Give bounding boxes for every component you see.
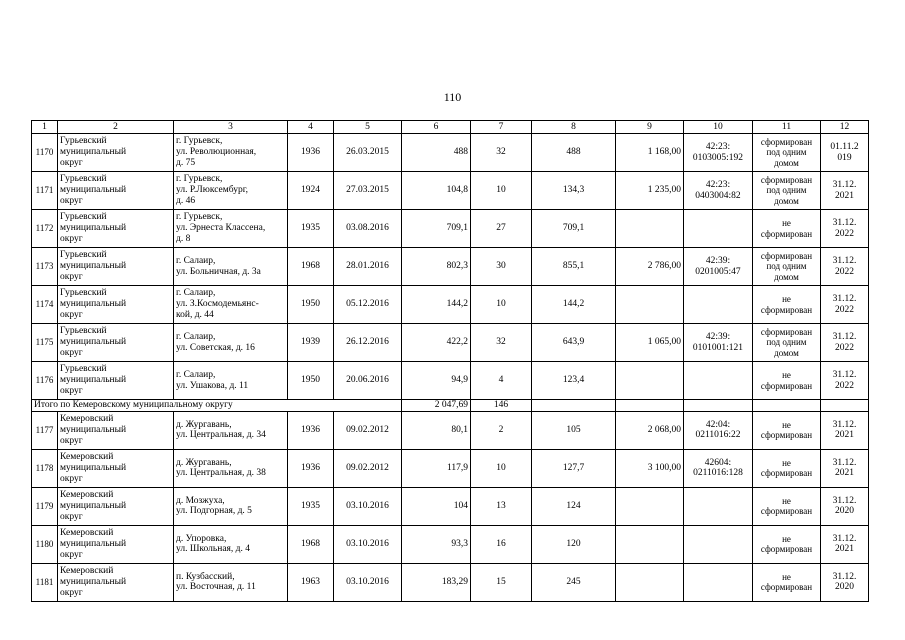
year-cell: 1968 xyxy=(288,248,334,286)
total-empty-cell xyxy=(684,400,753,412)
year-cell: 1936 xyxy=(288,134,334,172)
cadastre-cell: 42:23: 0103005:192 xyxy=(684,134,753,172)
total-area-cell: 643,9 xyxy=(532,324,616,362)
column-number-5: 5 xyxy=(334,121,402,134)
cost-cell xyxy=(616,362,684,400)
status-cell: сформирован под одним домом xyxy=(753,248,821,286)
total-row xyxy=(32,400,869,412)
total-empty-cell xyxy=(616,400,684,412)
year-cell: 1935 xyxy=(288,487,334,525)
status-cell: не сформирован xyxy=(753,563,821,601)
total-area-cell: 124 xyxy=(532,487,616,525)
deadline-cell: 31.12. 2022 xyxy=(821,362,869,400)
deadline-cell: 31.12. 2021 xyxy=(821,411,869,449)
column-number-2: 2 xyxy=(58,121,174,134)
total-area: 2 047,69 xyxy=(402,400,471,412)
total-area-cell: 120 xyxy=(532,525,616,563)
page-number: 110 xyxy=(443,90,462,104)
deadline-cell: 31.12. 2021 xyxy=(821,449,869,487)
residents-cell: 2 xyxy=(471,411,532,449)
status-cell: не сформирован xyxy=(753,525,821,563)
address-cell: г. Гурьевск, ул. Р.Люксембург, д. 46 xyxy=(174,172,288,210)
residents-cell: 10 xyxy=(471,449,532,487)
total-area-cell: 709,1 xyxy=(532,210,616,248)
table-row xyxy=(32,563,869,601)
status-cell: сформирован под одним домом xyxy=(753,172,821,210)
date-cell: 03.10.2016 xyxy=(334,525,402,563)
cost-cell xyxy=(616,210,684,248)
date-cell: 27.03.2015 xyxy=(334,172,402,210)
cost-cell: 1 235,00 xyxy=(616,172,684,210)
date-cell: 28.01.2016 xyxy=(334,248,402,286)
address-cell: п. Кузбасский, ул. Восточная, д. 11 xyxy=(174,563,288,601)
row-number: 1180 xyxy=(32,525,58,563)
table-row xyxy=(32,172,869,210)
area-cell: 488 xyxy=(402,134,471,172)
area-cell: 422,2 xyxy=(402,324,471,362)
residents-cell: 10 xyxy=(471,172,532,210)
area-cell: 93,3 xyxy=(402,525,471,563)
cadastre-cell xyxy=(684,525,753,563)
status-cell: не сформирован xyxy=(753,210,821,248)
column-number-8: 8 xyxy=(532,121,616,134)
total-empty-cell xyxy=(532,400,616,412)
cadastre-cell xyxy=(684,286,753,324)
municipality-cell: Кемеровский муниципальный округ xyxy=(58,487,174,525)
year-cell: 1939 xyxy=(288,324,334,362)
year-cell: 1935 xyxy=(288,210,334,248)
table-row xyxy=(32,525,869,563)
cadastre-cell: 42:39: 0101001:121 xyxy=(684,324,753,362)
address-cell: г. Салаир, ул. З.Космодемьянс- кой, д. 44 xyxy=(174,286,288,324)
cadastre-cell: 42:04: 0211016:22 xyxy=(684,411,753,449)
residents-cell: 10 xyxy=(471,286,532,324)
address-cell: д. Жургавань, ул. Центральная, д. 34 xyxy=(174,411,288,449)
row-number: 1175 xyxy=(32,324,58,362)
row-number: 1176 xyxy=(32,362,58,400)
cadastre-cell: 42604: 0211016:128 xyxy=(684,449,753,487)
status-cell: не сформирован xyxy=(753,487,821,525)
residents-cell: 27 xyxy=(471,210,532,248)
column-number-9: 9 xyxy=(616,121,684,134)
address-cell: г. Гурьевск, ул. Революционная, д. 75 xyxy=(174,134,288,172)
column-number-4: 4 xyxy=(288,121,334,134)
year-cell: 1936 xyxy=(288,449,334,487)
address-cell: г. Салаир, ул. Больничная, д. 3а xyxy=(174,248,288,286)
column-number-3: 3 xyxy=(174,121,288,134)
table-row xyxy=(32,411,869,449)
area-cell: 117,9 xyxy=(402,449,471,487)
address-cell: д. Упоровка, ул. Школьная, д. 4 xyxy=(174,525,288,563)
area-cell: 80,1 xyxy=(402,411,471,449)
date-cell: 03.08.2016 xyxy=(334,210,402,248)
year-cell: 1950 xyxy=(288,286,334,324)
cost-cell xyxy=(616,525,684,563)
status-cell: не сформирован xyxy=(753,362,821,400)
total-area-cell: 123,4 xyxy=(532,362,616,400)
total-empty-cell xyxy=(821,400,869,412)
area-cell: 802,3 xyxy=(402,248,471,286)
table-row xyxy=(32,134,869,172)
date-cell: 09.02.2012 xyxy=(334,449,402,487)
residents-cell: 13 xyxy=(471,487,532,525)
row-number: 1173 xyxy=(32,248,58,286)
deadline-cell: 31.12. 2022 xyxy=(821,286,869,324)
municipality-cell: Кемеровский муниципальный округ xyxy=(58,449,174,487)
date-cell: 26.12.2016 xyxy=(334,324,402,362)
cost-cell xyxy=(616,286,684,324)
residents-cell: 16 xyxy=(471,525,532,563)
cadastre-cell: 42:39: 0201005:47 xyxy=(684,248,753,286)
total-area-cell: 245 xyxy=(532,563,616,601)
table-row xyxy=(32,248,869,286)
address-cell: г. Гурьевск, ул. Эрнеста Классена, д. 8 xyxy=(174,210,288,248)
area-cell: 94,9 xyxy=(402,362,471,400)
row-number: 1179 xyxy=(32,487,58,525)
area-cell: 144,2 xyxy=(402,286,471,324)
total-area-cell: 488 xyxy=(532,134,616,172)
row-number: 1170 xyxy=(32,134,58,172)
municipality-cell: Гурьевский муниципальный округ xyxy=(58,362,174,400)
cost-cell xyxy=(616,563,684,601)
municipality-cell: Гурьевский муниципальный округ xyxy=(58,324,174,362)
municipality-cell: Кемеровский муниципальный округ xyxy=(58,563,174,601)
cadastre-cell xyxy=(684,210,753,248)
table-row xyxy=(32,210,869,248)
row-number: 1181 xyxy=(32,563,58,601)
row-number: 1174 xyxy=(32,286,58,324)
date-cell: 20.06.2016 xyxy=(334,362,402,400)
cadastre-cell: 42:23: 0403004:82 xyxy=(684,172,753,210)
row-number: 1172 xyxy=(32,210,58,248)
year-cell: 1968 xyxy=(288,525,334,563)
year-cell: 1950 xyxy=(288,362,334,400)
address-cell: г. Салаир, ул. Советская, д. 16 xyxy=(174,324,288,362)
deadline-cell: 01.11.2 019 xyxy=(821,134,869,172)
table-row xyxy=(32,286,869,324)
residents-cell: 32 xyxy=(471,134,532,172)
area-cell: 183,29 xyxy=(402,563,471,601)
row-number: 1177 xyxy=(32,411,58,449)
cost-cell: 1 065,00 xyxy=(616,324,684,362)
municipality-cell: Гурьевский муниципальный округ xyxy=(58,286,174,324)
column-number-6: 6 xyxy=(402,121,471,134)
residents-cell: 4 xyxy=(471,362,532,400)
cadastre-cell xyxy=(684,487,753,525)
deadline-cell: 31.12. 2020 xyxy=(821,487,869,525)
status-cell: сформирован под одним домом xyxy=(753,324,821,362)
cost-cell: 1 168,00 xyxy=(616,134,684,172)
table-row xyxy=(32,362,869,400)
date-cell: 03.10.2016 xyxy=(334,487,402,525)
total-label: Итого по Кемеровскому муниципальному округу xyxy=(32,400,402,412)
status-cell: сформирован под одним домом xyxy=(753,134,821,172)
status-cell: не сформирован xyxy=(753,449,821,487)
deadline-cell: 31.12. 2021 xyxy=(821,172,869,210)
deadline-cell: 31.12. 2022 xyxy=(821,210,869,248)
cadastre-cell xyxy=(684,563,753,601)
status-cell: не сформирован xyxy=(753,411,821,449)
total-area-cell: 134,3 xyxy=(532,172,616,210)
table-row xyxy=(32,487,869,525)
status-cell: не сформирован xyxy=(753,286,821,324)
residents-cell: 32 xyxy=(471,324,532,362)
area-cell: 104,8 xyxy=(402,172,471,210)
municipality-cell: Гурьевский муниципальный округ xyxy=(58,134,174,172)
date-cell: 09.02.2012 xyxy=(334,411,402,449)
deadline-cell: 31.12. 2022 xyxy=(821,248,869,286)
cost-cell: 3 100,00 xyxy=(616,449,684,487)
column-number-7: 7 xyxy=(471,121,532,134)
total-empty-cell xyxy=(753,400,821,412)
table-row xyxy=(32,324,869,362)
municipality-cell: Гурьевский муниципальный округ xyxy=(58,172,174,210)
cost-cell xyxy=(616,487,684,525)
deadline-cell: 31.12. 2022 xyxy=(821,324,869,362)
address-cell: г. Салаир, ул. Ушакова, д. 11 xyxy=(174,362,288,400)
address-cell: д. Жургавань, ул. Центральная, д. 38 xyxy=(174,449,288,487)
date-cell: 26.03.2015 xyxy=(334,134,402,172)
municipality-cell: Кемеровский муниципальный округ xyxy=(58,525,174,563)
year-cell: 1924 xyxy=(288,172,334,210)
column-number-11: 11 xyxy=(753,121,821,134)
deadline-cell: 31.12. 2020 xyxy=(821,563,869,601)
municipality-cell: Гурьевский муниципальный округ xyxy=(58,248,174,286)
table-row xyxy=(32,449,869,487)
housing-registry-table xyxy=(31,120,869,602)
deadline-cell: 31.12. 2021 xyxy=(821,525,869,563)
cadastre-cell xyxy=(684,362,753,400)
area-cell: 104 xyxy=(402,487,471,525)
residents-cell: 30 xyxy=(471,248,532,286)
cost-cell: 2 786,00 xyxy=(616,248,684,286)
date-cell: 03.10.2016 xyxy=(334,563,402,601)
area-cell: 709,1 xyxy=(402,210,471,248)
total-area-cell: 144,2 xyxy=(532,286,616,324)
total-area-cell: 105 xyxy=(532,411,616,449)
total-area-cell: 127,7 xyxy=(532,449,616,487)
address-cell: д. Мозжуха, ул. Подгорная, д. 5 xyxy=(174,487,288,525)
municipality-cell: Гурьевский муниципальный округ xyxy=(58,210,174,248)
column-number-10: 10 xyxy=(684,121,753,134)
total-residents: 146 xyxy=(471,400,532,412)
year-cell: 1936 xyxy=(288,411,334,449)
residents-cell: 15 xyxy=(471,563,532,601)
year-cell: 1963 xyxy=(288,563,334,601)
column-number-12: 12 xyxy=(821,121,869,134)
date-cell: 05.12.2016 xyxy=(334,286,402,324)
municipality-cell: Кемеровский муниципальный округ xyxy=(58,411,174,449)
total-area-cell: 855,1 xyxy=(532,248,616,286)
column-number-1: 1 xyxy=(32,121,58,134)
column-number-row xyxy=(32,121,869,134)
row-number: 1171 xyxy=(32,172,58,210)
cost-cell: 2 068,00 xyxy=(616,411,684,449)
row-number: 1178 xyxy=(32,449,58,487)
